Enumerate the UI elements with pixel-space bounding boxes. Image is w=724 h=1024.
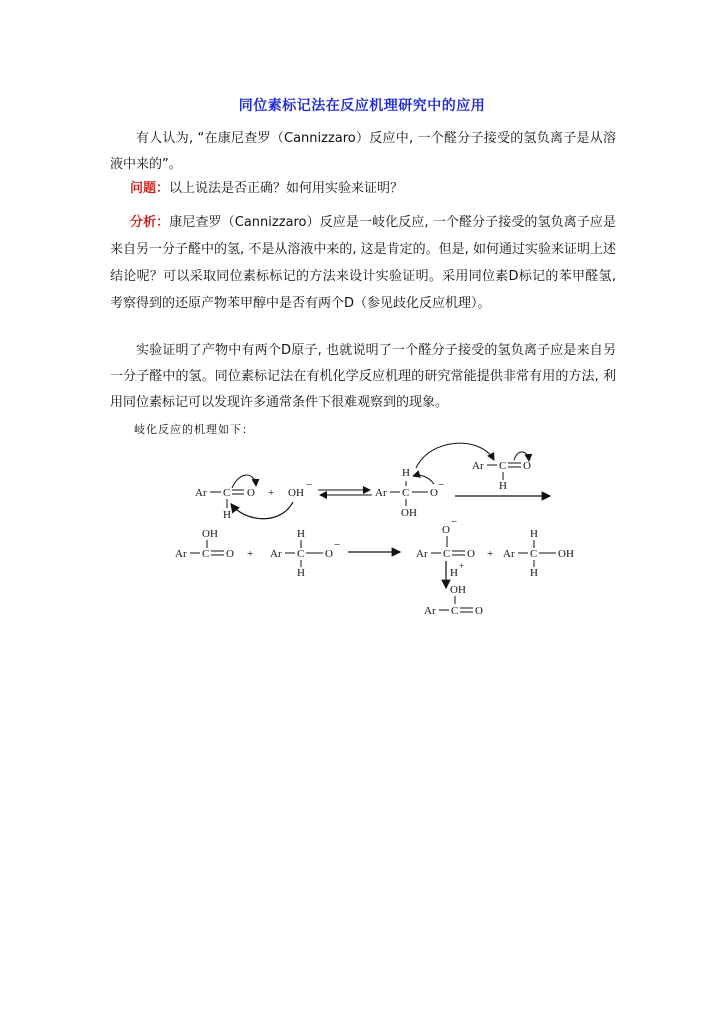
- paragraph-conclusion: 实验证明了产物中有两个D原子, 也就说明了一个醛分子接受的氢负离子应是来自另一分子醛中的氢。同位素标记法在有机化学反应机理的研究常能提供非常有用的方法, 利用同位素标记可以发现许多通常条件下很难观察到的现象。: [110, 343, 616, 410]
- svg-text:H: H: [530, 528, 538, 540]
- question-text: 以上说法是否正确？如何用实验来证明？: [169, 181, 404, 196]
- paragraph-claim: 有人认为, “在康尼查罗（Cannizzaro）反应中, 一个醛分子接受的氢负离子是从溶液中来的”。: [110, 131, 616, 172]
- svg-text:Ar: Ar: [175, 548, 187, 560]
- svg-text:O: O: [523, 460, 531, 472]
- page-title: 同位素标记法在反应机理研究中的应用: [238, 98, 486, 114]
- svg-text:H: H: [297, 567, 305, 579]
- mechanism-scheme: [0, 430, 724, 630]
- question-label: 问题：: [130, 181, 170, 196]
- svg-text:C: C: [402, 487, 410, 499]
- svg-text:H: H: [223, 509, 231, 521]
- benzoic-acid: [175, 528, 234, 560]
- svg-text:O: O: [467, 548, 475, 560]
- svg-text:O: O: [475, 605, 483, 617]
- paragraph-analysis: [110, 209, 616, 317]
- tetrahedral-intermediate: [375, 467, 444, 519]
- hydroxide-ion: [288, 479, 312, 499]
- svg-text:Ar: Ar: [416, 548, 428, 560]
- aldehyde-molecule-2: [472, 460, 531, 492]
- plus-sign-2: +: [247, 548, 254, 560]
- svg-text:O: O: [442, 524, 450, 536]
- svg-text:−: −: [334, 539, 341, 551]
- benzyl-alcohol: [503, 528, 574, 579]
- svg-text:O: O: [247, 487, 255, 499]
- svg-text:Ar: Ar: [503, 548, 515, 560]
- svg-text:Ar: Ar: [472, 460, 484, 472]
- svg-text:O: O: [325, 548, 333, 560]
- svg-text:Ar: Ar: [424, 605, 436, 617]
- svg-text:OH: OH: [401, 507, 417, 519]
- svg-text:+: +: [459, 561, 465, 571]
- analysis-label: 分析：: [130, 215, 170, 230]
- paragraph-question: [110, 176, 616, 202]
- svg-text:H: H: [402, 467, 410, 479]
- svg-text:OH: OH: [450, 584, 466, 596]
- svg-text:−: −: [306, 479, 313, 491]
- curved-arrow-o-minus: [413, 475, 434, 484]
- svg-text:OH: OH: [558, 548, 574, 560]
- svg-text:Ar: Ar: [375, 487, 387, 499]
- svg-text:OH: OH: [288, 487, 304, 499]
- svg-text:C: C: [499, 460, 507, 472]
- svg-text:O: O: [430, 487, 438, 499]
- svg-text:C: C: [443, 548, 451, 560]
- svg-text:C: C: [297, 548, 305, 560]
- benzoic-acid-product: [424, 584, 483, 617]
- svg-text:H: H: [297, 528, 305, 540]
- svg-text:C: C: [530, 548, 538, 560]
- aldehyde-molecule-1: [195, 487, 255, 521]
- plus-sign-3: +: [487, 548, 494, 560]
- equilibrium-arrows: [318, 490, 372, 495]
- svg-text:H: H: [530, 567, 538, 579]
- plus-sign-1: +: [268, 487, 275, 499]
- carboxylate-ion: [416, 516, 475, 560]
- svg-text:H: H: [450, 567, 458, 579]
- benzyl-alkoxide: [270, 528, 340, 579]
- analysis-text: 康尼查罗（Cannizzaro）反应是一岐化反应, 一个醛分子接受的氢负离子应是来自另一分子醛中的氢, 不是从溶液中来的, 这是肯定的。但是, 如何通过实验来证明上述结论呢？可以采取同位素标标记的方法来设计实验证明。采用同位素D标记的苯甲醛氢, 考察得到的还原产物苯甲醇中是否有两个D（参见歧化反应机理）。: [110, 215, 616, 311]
- svg-text:O: O: [226, 548, 234, 560]
- svg-text:−: −: [438, 479, 445, 491]
- svg-text:C: C: [202, 548, 210, 560]
- mechanism-caption: 岐化反应的机理如下：: [134, 423, 254, 436]
- svg-text:Ar: Ar: [195, 487, 207, 499]
- svg-text:C: C: [451, 605, 459, 617]
- curved-arrow-hydroxide: [231, 502, 293, 519]
- svg-text:−: −: [451, 516, 458, 528]
- svg-text:OH: OH: [202, 528, 218, 540]
- svg-text:C: C: [223, 487, 231, 499]
- svg-text:Ar: Ar: [270, 548, 282, 560]
- svg-text:H: H: [499, 480, 507, 492]
- proton-label: [450, 561, 464, 579]
